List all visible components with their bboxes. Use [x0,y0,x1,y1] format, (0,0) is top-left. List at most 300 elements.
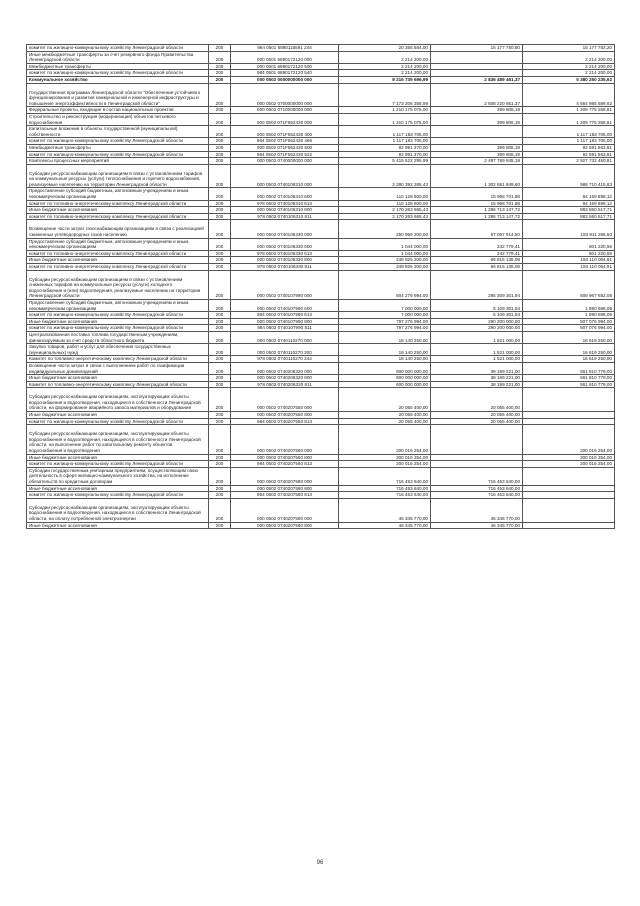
table-row [27,213,615,220]
row-code-cell: 200 [209,138,231,145]
row-code-cell: 200 [209,344,231,356]
row-executed-cell: 2 487 789 845,18 [431,158,523,165]
row-executed-cell: 716 453 640,00 [431,467,523,485]
row-name-cell: Иные бюджетные ассигнования [27,375,209,382]
row-classifier-cell: 000 0502 0740106330 000 [231,220,339,238]
row-code-cell: 200 [209,312,231,319]
table-row [27,522,615,529]
row-approved-cell: 1 117 183 705,00 [339,126,431,138]
row-executed-cell: 15 968 701,88 [431,188,523,200]
row-approved-cell: 716 453 640,00 [339,492,431,499]
row-code-cell: 200 [209,238,231,250]
row-classifier-cell: 984 0501 6890172120 540 [231,70,339,77]
budget-report-sheet [26,44,614,529]
row-name-cell: комитет по топливно-энергетическому комплексу Ленинградской области [27,200,209,207]
row-classifier-cell: 978 0502 0740106310 613 [231,200,339,207]
table-row [27,138,615,145]
row-executed-cell: 5 109 301,94 [431,312,523,319]
row-executed-cell: 46 345 770,00 [431,498,523,522]
row-remaining-cell: 200 016 254,00 [523,454,615,461]
table-row [27,264,615,271]
row-code-cell: 200 [209,425,231,454]
row-approved-cell: 8 216 739 696,99 [339,76,431,83]
table-row [27,63,615,70]
row-remaining-cell [523,388,615,412]
row-name-cell: комитет по жилищно-коммунальному хозяйству Ленинградской области [27,70,209,77]
row-code-cell: 200 [209,412,231,419]
row-executed-cell: 242 779,41 [431,238,523,250]
row-remaining-cell: 92 591 563,81 [523,144,615,151]
row-remaining-cell: 5 380 250 235,62 [523,76,615,83]
row-name-cell: Предоставление субсидий бюджетным, автономным учреждениям и иным некоммерческим организациям [27,188,209,200]
row-name-cell: комитет по жилищно-коммунальному хозяйству Ленинградской области [27,325,209,332]
row-approved-cell: 7 173 206 358,99 [339,83,431,107]
row-classifier-cell: 000 0502 0740206320 000 [231,362,339,374]
row-approved-cell: 20 055 400,00 [339,418,431,425]
row-approved-cell: 2 214 200,00 [339,51,431,63]
row-executed-cell: 399 806,19 [431,113,523,125]
row-classifier-cell: 984 0502 0740207580 813 [231,492,339,499]
table-row [27,412,615,419]
row-name-cell: комитет по жилищно-коммунальному хозяйству Ленинградской области [27,492,209,499]
row-name-cell: комитет по топливно-энергетическому комплексу Ленинградской области [27,250,209,257]
row-name-cell: Комплексы процессных мероприятий [27,158,209,165]
row-name-cell: Иные бюджетные ассигнования [27,454,209,461]
row-executed-cell: 38 189 221,00 [431,375,523,382]
budget-table [26,44,615,529]
row-name-cell: Предоставление субсидий бюджетным, автономным учреждениям и иным некоммерческим организациям [27,238,209,250]
row-classifier-cell: 000 0502 0740207560 000 [231,425,339,454]
row-name-cell: комитет по жилищно-коммунальному хозяйству Ленинградской области [27,461,209,468]
row-classifier-cell: 000 0502 0740207550 800 [231,412,339,419]
row-approved-cell: 2 170 263 665,43 [339,207,431,214]
table-row [27,70,615,77]
table-row [27,331,615,343]
row-approved-cell: 46 345 770,00 [339,522,431,529]
row-approved-cell: 18 140 250,00 [339,331,431,343]
row-code-cell: 200 [209,51,231,63]
table-row [27,158,615,165]
row-executed-cell: 1 302 681 849,60 [431,164,523,188]
table-row [27,250,615,257]
row-executed-cell: 20 055 400,00 [431,418,523,425]
row-code-cell: 200 [209,454,231,461]
row-name-cell: Субсидии ресурсоснабжающим организациям в связи с установлением сниженных тарифов на коммунальные ресурсы (услуги) холодного водоснабжения и (или) водоотведения, реализуемые населению на территории Ленинградской области [27,270,209,299]
table-row [27,498,615,522]
row-executed-cell: 1 521 000,00 [431,344,523,356]
table-row [27,299,615,311]
row-executed-cell: 1 286 713 147,72 [431,213,523,220]
row-code-cell: 200 [209,492,231,499]
row-classifier-cell: 000 0502 0740207590 000 [231,498,339,522]
row-name-cell: Коммунальное хозяйство [27,76,209,83]
row-name-cell: комитет по жилищно-коммунальному хозяйству Ленинградской области [27,151,209,158]
row-executed-cell [431,138,523,145]
row-code-cell: 200 [209,461,231,468]
row-executed-cell: 295 309 301,94 [431,270,523,299]
row-name-cell: Капитальные вложения в объекты государственной (муниципальной) собственности [27,126,209,138]
row-classifier-cell: 978 0502 0740110270 244 [231,356,339,363]
row-executed-cell: 242 779,41 [431,250,523,257]
page-number: 96 [316,860,324,866]
row-name-cell: комитет по топливно-энергетическому комплексу Ленинградской области [27,213,209,220]
row-executed-cell: 2 836 489 461,37 [431,76,523,83]
row-code-cell: 200 [209,188,231,200]
row-code-cell: 200 [209,485,231,492]
row-approved-cell: 7 000 000,00 [339,299,431,311]
row-executed-cell: 66 815 135,09 [431,257,523,264]
row-remaining-cell: 2 214 200,00 [523,70,615,77]
row-approved-cell: 110 128 600,00 [339,200,431,207]
row-code-cell: 200 [209,381,231,388]
row-approved-cell: 18 140 250,00 [339,344,431,356]
table-row [27,381,615,388]
row-executed-cell [431,51,523,63]
row-approved-cell: 200 016 254,00 [339,461,431,468]
table-row [27,188,615,200]
row-approved-cell: 716 453 640,00 [339,467,431,485]
row-remaining-cell: 883 550 517,71 [523,213,615,220]
row-remaining-cell: 16 619 250,00 [523,356,615,363]
table-row [27,388,615,412]
row-remaining-cell: 988 710 415,83 [523,164,615,188]
row-classifier-cell: 984 0502 0740107990 613 [231,312,339,319]
row-name-cell: комитет по жилищно-коммунальному хозяйству Ленинградской области [27,418,209,425]
table-row [27,51,615,63]
table-row [27,344,615,356]
row-code-cell: 200 [209,151,231,158]
row-approved-cell: 2 280 392 265,43 [339,164,431,188]
row-executed-cell: 38 189 221,00 [431,362,523,374]
row-code-cell: 200 [209,250,231,257]
row-executed-cell [431,126,523,138]
row-code-cell: 200 [209,76,231,83]
table-row [27,207,615,214]
row-code-cell: 200 [209,270,231,299]
row-executed-cell [431,461,523,468]
row-remaining-cell: 1 890 698,06 [523,312,615,319]
table-row [27,83,615,107]
row-approved-cell: 249 925 200,00 [339,264,431,271]
row-code-cell: 200 [209,418,231,425]
row-remaining-cell: 200 016 254,00 [523,461,615,468]
row-remaining-cell: 183 110 064,91 [523,264,615,271]
row-code-cell: 200 [209,63,231,70]
row-code-cell: 200 [209,126,231,138]
row-classifier-cell: 000 0502 0740000000 000 [231,158,339,165]
row-executed-cell: 2 508 220 651,37 [431,83,523,107]
row-classifier-cell: 000 0502 071F552430 400 [231,126,339,138]
row-executed-cell: 20 055 400,00 [431,388,523,412]
row-code-cell: 200 [209,158,231,165]
row-name-cell: Централизованная поставка топлива государственным учреждениям, финансируемым за счет средств областного бюджета [27,331,209,343]
row-executed-cell: 290 200 000,00 [431,325,523,332]
row-classifier-cell: 000 0502 0740106330 800 [231,257,339,264]
row-approved-cell: 2 214 200,00 [339,63,431,70]
row-name-cell: Закупка товаров, работ и услуг для обеспечения государственных (муниципальных) нужд [27,344,209,356]
row-remaining-cell: 508 967 692,06 [523,270,615,299]
table-row [27,45,615,52]
row-remaining-cell: 883 550 517,71 [523,207,615,214]
row-code-cell: 200 [209,113,231,125]
row-executed-cell [431,454,523,461]
table-row [27,356,615,363]
row-remaining-cell: 2 214 200,00 [523,51,615,63]
row-name-cell: Субсидии государственным унитарным предприятиям, осуществляющим свою деятельность в сфере жилищно-коммунального хозяйства, на исполнение обязательств по кредитным договорам [27,467,209,485]
row-executed-cell: 399 806,19 [431,107,523,114]
row-name-cell: Субсидии ресурсоснабжающим организациям, эксплуатирующим объекты водоснабжения и водоотведения, находящиеся в собственности Ленинградской области, на оплату потребленной электроэнергии [27,498,209,522]
row-name-cell: Субсидии ресурсоснабжающим организациям в связи с установлением тарифов на коммунальные ресурсы (услуги) теплоснабжения и горячего водоснабжения, реализуемые населению на территории Ленинградской области [27,164,209,188]
row-approved-cell: 20 355 584,00 [339,45,431,52]
row-approved-cell: 46 345 770,00 [339,498,431,522]
row-executed-cell: 716 453 640,00 [431,485,523,492]
row-executed-cell [431,63,523,70]
table-row [27,492,615,499]
row-remaining-cell [523,412,615,419]
row-name-cell: Иные бюджетные ассигнования [27,257,209,264]
row-remaining-cell: 4 664 985 689,62 [523,83,615,107]
row-approved-cell: 600 000 000,00 [339,381,431,388]
row-classifier-cell: 000 0502 0740106310 800 [231,207,339,214]
row-classifier-cell: 984 0502 0740107990 811 [231,325,339,332]
row-remaining-cell: 1 117 183 705,00 [523,138,615,145]
row-classifier-cell: 000 0502 0740106330 600 [231,238,339,250]
row-name-cell: Строительство и реконструкция (модернизация) объектов питьевого водоснабжения [27,113,209,125]
row-name-cell: Федеральные проекты, входящие в состав национальных проектов [27,107,209,114]
row-remaining-cell: 16 619 250,00 [523,331,615,343]
table-row [27,375,615,382]
table-row [27,418,615,425]
row-classifier-cell: 000 0502 0740110270 000 [231,331,339,343]
row-approved-cell: 600 000 000,00 [339,362,431,374]
row-executed-cell: 15 177 750,80 [431,45,523,52]
row-executed-cell: 399 806,19 [431,144,523,151]
row-remaining-cell [523,492,615,499]
row-name-cell: Межбюджетные трансферты [27,144,209,151]
table-row [27,200,615,207]
row-executed-cell: 66 815 135,09 [431,264,523,271]
row-name-cell: Возмещение части затрат в связи с выполнением работ по газификации индивидуальных домовладений [27,362,209,374]
row-classifier-cell: 000 0502 0710000000 000 [231,107,339,114]
row-remaining-cell: 507 076 994,00 [523,325,615,332]
row-approved-cell: 7 000 000,00 [339,312,431,319]
row-remaining-cell: 200 016 254,00 [523,425,615,454]
row-remaining-cell: 94 159 898,12 [523,200,615,207]
table-row [27,325,615,332]
table-row [27,151,615,158]
row-classifier-cell: 000 0502 0700000000 000 [231,83,339,107]
row-code-cell: 200 [209,388,231,412]
row-code-cell: 200 [209,522,231,529]
row-approved-cell: 1 210 175 075,00 [339,113,431,125]
row-code-cell: 200 [209,467,231,485]
row-code-cell: 200 [209,362,231,374]
row-executed-cell [431,70,523,77]
row-approved-cell: 5 415 522 295,99 [339,158,431,165]
row-classifier-cell: 984 0502 0740207550 813 [231,418,339,425]
row-executed-cell: 399 806,19 [431,151,523,158]
row-name-cell: Иные бюджетные ассигнования [27,318,209,325]
row-classifier-cell: 978 0502 0740206320 811 [231,381,339,388]
row-approved-cell: 20 055 400,00 [339,388,431,412]
row-classifier-cell: 000 0502 0740207590 800 [231,522,339,529]
row-approved-cell: 1 044 000,00 [339,238,431,250]
table-row [27,425,615,454]
row-code-cell: 200 [209,144,231,151]
row-remaining-cell: 561 810 779,00 [523,381,615,388]
row-remaining-cell: 2 927 732 450,81 [523,158,615,165]
row-classifier-cell: 978 0502 0740106330 613 [231,250,339,257]
row-code-cell: 200 [209,83,231,107]
row-name-cell: комитет по жилищно-коммунальному хозяйству Ленинградской области [27,138,209,145]
table-row [27,461,615,468]
row-executed-cell: 290 200 000,00 [431,318,523,325]
row-classifier-cell: 984 0502 071F552430 522 [231,151,339,158]
row-executed-cell: 46 345 770,00 [431,522,523,529]
row-approved-cell: 92 991 370,00 [339,151,431,158]
row-approved-cell: 110 128 600,00 [339,188,431,200]
row-classifier-cell: 984 0502 071F552430 466 [231,138,339,145]
row-classifier-cell: 000 0502 0740207580 000 [231,467,339,485]
row-classifier-cell: 000 0502 0740110270 200 [231,344,339,356]
row-executed-cell: 1 521 000,00 [431,356,523,363]
row-executed-cell: 5 109 301,94 [431,299,523,311]
row-remaining-cell: 561 810 779,00 [523,362,615,374]
row-name-cell: Комитет по топливно-энергетическому комплексу Ленинградской области [27,356,209,363]
row-name-cell: Межбюджетные трансферты [27,63,209,70]
row-classifier-cell: 000 0502 0740207560 800 [231,454,339,461]
row-classifier-cell: 984 0502 0740207560 813 [231,461,339,468]
row-remaining-cell: 15 177 783,20 [523,45,615,52]
row-approved-cell: 716 453 640,00 [339,485,431,492]
row-approved-cell: 249 925 200,00 [339,257,431,264]
row-remaining-cell [523,498,615,522]
table-row [27,164,615,188]
row-approved-cell: 200 016 254,00 [339,425,431,454]
row-classifier-cell: 978 0502 0740106310 811 [231,213,339,220]
row-remaining-cell: 801 220,59 [523,250,615,257]
row-name-cell: Субсидии ресурсоснабжающим организациям, эксплуатирующим объекты водоснабжения и водоотведения, находящиеся в собственности Ленинградской области, на формирование аварийного запаса материалов и оборудования [27,388,209,412]
row-classifier-cell: 978 0502 0740106330 811 [231,264,339,271]
row-remaining-cell: 92 591 563,81 [523,151,615,158]
row-code-cell: 200 [209,318,231,325]
row-approved-cell: 804 276 994,00 [339,270,431,299]
row-executed-cell: 15 968 701,88 [431,200,523,207]
table-row [27,312,615,319]
row-name-cell: Возмещение части затрат газоснабжающим организациям в связи с реализацией сжиженных углеводородных газов населению [27,220,209,238]
row-name-cell: Государственная программа Ленинградской области "Обеспечение устойчивого функционирования и развития коммунальной и инженерной инфраструктуры и повышение энергоэффективности в Ленинградской области" [27,83,209,107]
table-row [27,107,615,114]
row-approved-cell: 1 117 183 705,00 [339,138,431,145]
row-remaining-cell: 801 220,59 [523,238,615,250]
row-approved-cell: 797 276 994,00 [339,318,431,325]
row-classifier-cell: 000 0502 071F552430 000 [231,113,339,125]
row-code-cell: 200 [209,70,231,77]
row-name-cell: комитет по жилищно-коммунальному хозяйству Ленинградской области [27,45,209,52]
row-code-cell: 200 [209,257,231,264]
row-name-cell: Комитет по топливно-энергетическому комплексу Ленинградской области [27,381,209,388]
table-row [27,485,615,492]
table-row [27,220,615,238]
row-name-cell: комитет по жилищно-коммунальному хозяйству Ленинградской области [27,312,209,319]
row-remaining-cell: 183 911 285,50 [523,220,615,238]
row-executed-cell: 716 453 640,00 [431,492,523,499]
row-code-cell: 200 [209,331,231,343]
row-approved-cell: 2 170 263 665,43 [339,213,431,220]
table-row [27,362,615,374]
row-approved-cell: 92 991 370,00 [339,144,431,151]
row-remaining-cell: 1 117 183 705,00 [523,126,615,138]
row-approved-cell: 18 140 250,00 [339,356,431,363]
table-row [27,238,615,250]
row-remaining-cell: 2 214 200,00 [523,63,615,70]
row-name-cell: Иные бюджетные ассигнования [27,207,209,214]
table-row [27,270,615,299]
table-row [27,467,615,485]
row-code-cell: 200 [209,375,231,382]
row-classifier-cell: 000 0502 0740107990 000 [231,270,339,299]
row-name-cell: Иные бюджетные ассигнования [27,522,209,529]
row-executed-cell: 1 286 713 147,72 [431,207,523,214]
row-classifier-cell: 000 0502 071F552430 500 [231,144,339,151]
row-remaining-cell [523,485,615,492]
row-name-cell: комитет по топливно-энергетическому комплексу Ленинградской области [27,264,209,271]
table-row [27,76,615,83]
table-row [27,454,615,461]
row-name-cell: Иные бюджетные ассигнования [27,485,209,492]
table-row [27,144,615,151]
row-classifier-cell: 000 0502 0740107990 800 [231,318,339,325]
row-classifier-cell: 000 0502 0740207580 800 [231,485,339,492]
row-approved-cell: 797 276 994,00 [339,325,431,332]
row-code-cell: 200 [209,264,231,271]
row-executed-cell: 38 189 221,00 [431,381,523,388]
row-code-cell: 200 [209,213,231,220]
row-code-cell: 200 [209,45,231,52]
table-row [27,257,615,264]
row-classifier-cell: 000 0501 6890172120 000 [231,51,339,63]
row-remaining-cell: 183 110 064,91 [523,257,615,264]
row-remaining-cell: 16 619 250,00 [523,344,615,356]
row-code-cell: 200 [209,207,231,214]
row-approved-cell: 20 055 400,00 [339,412,431,419]
row-remaining-cell: 1 209 775 268,81 [523,113,615,125]
row-code-cell: 200 [209,220,231,238]
row-approved-cell: 1 210 175 075,00 [339,107,431,114]
table-row [27,126,615,138]
row-classifier-cell: 000 0501 6890172120 500 [231,63,339,70]
row-classifier-cell: 000 0502 0740107990 600 [231,299,339,311]
row-approved-cell: 250 969 200,00 [339,220,431,238]
row-executed-cell: 67 057 914,50 [431,220,523,238]
row-code-cell: 200 [209,498,231,522]
row-remaining-cell: 94 159 898,12 [523,188,615,200]
row-remaining-cell: 561 810 779,00 [523,375,615,382]
row-classifier-cell: 000 0502 0740207550 000 [231,388,339,412]
row-classifier-cell: 000 0502 0000000000 000 [231,76,339,83]
row-remaining-cell: 1 209 775 268,81 [523,107,615,114]
row-executed-cell: 1 521 000,00 [431,331,523,343]
table-row [27,318,615,325]
row-executed-cell: 20 055 400,00 [431,412,523,419]
row-name-cell: Иные бюджетные ассигнования [27,412,209,419]
row-name-cell: Иные межбюджетные трансферты за счет резервного фонда Правительства Ленинградской области [27,51,209,63]
row-remaining-cell: 1 890 698,06 [523,299,615,311]
row-code-cell: 200 [209,200,231,207]
row-remaining-cell [523,418,615,425]
row-remaining-cell [523,522,615,529]
row-remaining-cell: 507 076 994,00 [523,318,615,325]
